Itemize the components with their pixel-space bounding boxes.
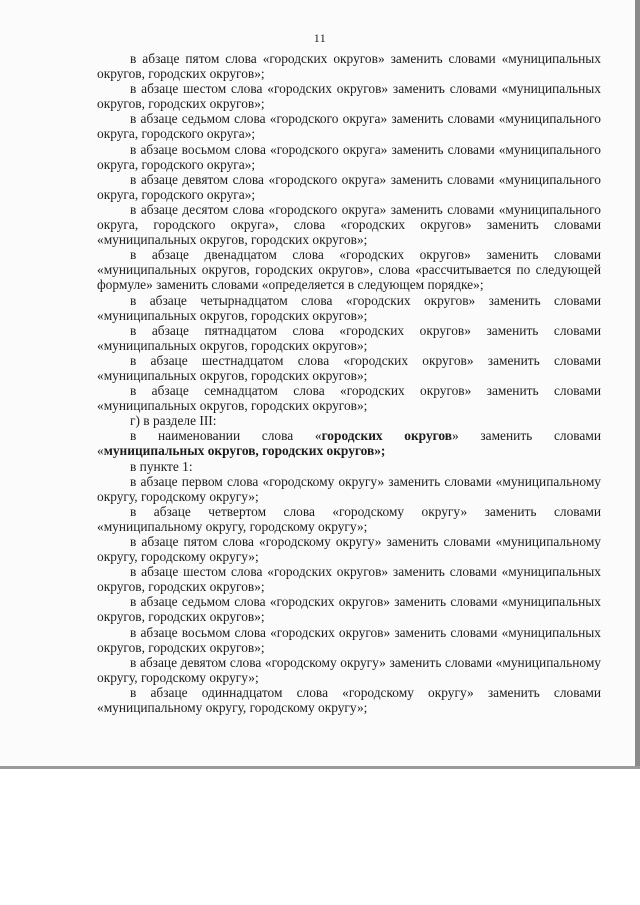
paragraph-4: в абзаце восьмом слова «городского округа» заменить словами «муниципального округа, городского округа»;	[97, 141, 601, 172]
paragraph-20: в абзаце восьмом слова «городских округов» заменить словами «муниципальных округов, городских округов»;	[97, 624, 601, 655]
paragraph-11: в абзаце семнадцатом слова «городских округов» заменить словами «муниципальных округов, городских округов»;	[97, 383, 601, 414]
paragraph-22: в абзаце одиннадцатом слова «городскому округу» заменить словами «муниципальному округу, городскому округу»;	[97, 684, 601, 716]
paragraph-16: в абзаце четвертом слова «городскому округу» заменить словами «муниципальному округу, городскому округу»;	[97, 503, 601, 534]
paragraph-title-change	[97, 428, 601, 458]
paragraph-10: в абзаце шестнадцатом слова «городских округов» заменить словами «муниципальных округов, городских округов»;	[97, 352, 601, 383]
paragraph-21: в абзаце девятом слова «городскому округу» заменить словами «муниципальному округу, городскому округу»;	[97, 654, 601, 685]
paragraph-5: в абзаце девятом слова «городского округа» заменить словами «муниципального округа, городского округа»;	[97, 171, 601, 202]
paragraph-18: в абзаце шестом слова «городских округов» заменить словами «муниципальных округов, городских округов»;	[97, 564, 601, 595]
paragraph-17: в абзаце пятом слова «городскому округу» заменить словами «муниципальному округу, городскому округу»;	[97, 534, 601, 565]
paragraph-15: в абзаце первом слова «городскому округу» заменить словами «муниципальному округу, городскому округу»;	[97, 473, 601, 504]
paragraph-7: в абзаце двенадцатом слова «городских округов» заменить словами «муниципальных округов, городских округов», слова «рассчитывается по следующей формуле» заменить словами «определяется в следующем порядке»;	[97, 247, 601, 293]
paragraph-6: в абзаце десятом слова «городского округа» заменить словами «муниципального округа, городского округа», слова «городских округов» заменить словами «муниципальных округов, городских округов»;	[97, 201, 601, 248]
text-run: » заменить словами «	[97, 428, 601, 459]
scan-bottom-edge	[0, 766, 640, 769]
page-number: 11	[313, 31, 327, 45]
text-run: в наименовании слова «	[130, 428, 322, 444]
bold-run: муниципальных округов, городских округов	[103, 443, 375, 459]
bold-run: городских округов	[321, 428, 452, 444]
subsection-item: в пункте 1:	[130, 458, 193, 474]
document-body	[97, 51, 601, 715]
section-heading-item: г) в разделе III:	[130, 413, 217, 429]
paragraph-3: в абзаце седьмом слова «городского округа» заменить словами «муниципального округа, городского округа»;	[97, 111, 601, 142]
paragraph-8: в абзаце четырнадцатом слова «городских округов» заменить словами «муниципальных округов, городских округов»;	[97, 292, 601, 323]
paragraph-19: в абзаце седьмом слова «городских округов» заменить словами «муниципальных округов, городских округов»;	[97, 594, 601, 625]
paragraph-2: в абзаце шестом слова «городских округов» заменить словами «муниципальных округов, городских округов»;	[97, 81, 601, 112]
paragraph-1: в абзаце пятом слова «городских округов» заменить словами «муниципальных округов, городских округов»;	[97, 51, 601, 82]
paragraph-9: в абзаце пятнадцатом слова «городских округов» заменить словами «муниципальных округов, городских округов»;	[97, 322, 601, 353]
bold-run: »;	[374, 443, 386, 459]
